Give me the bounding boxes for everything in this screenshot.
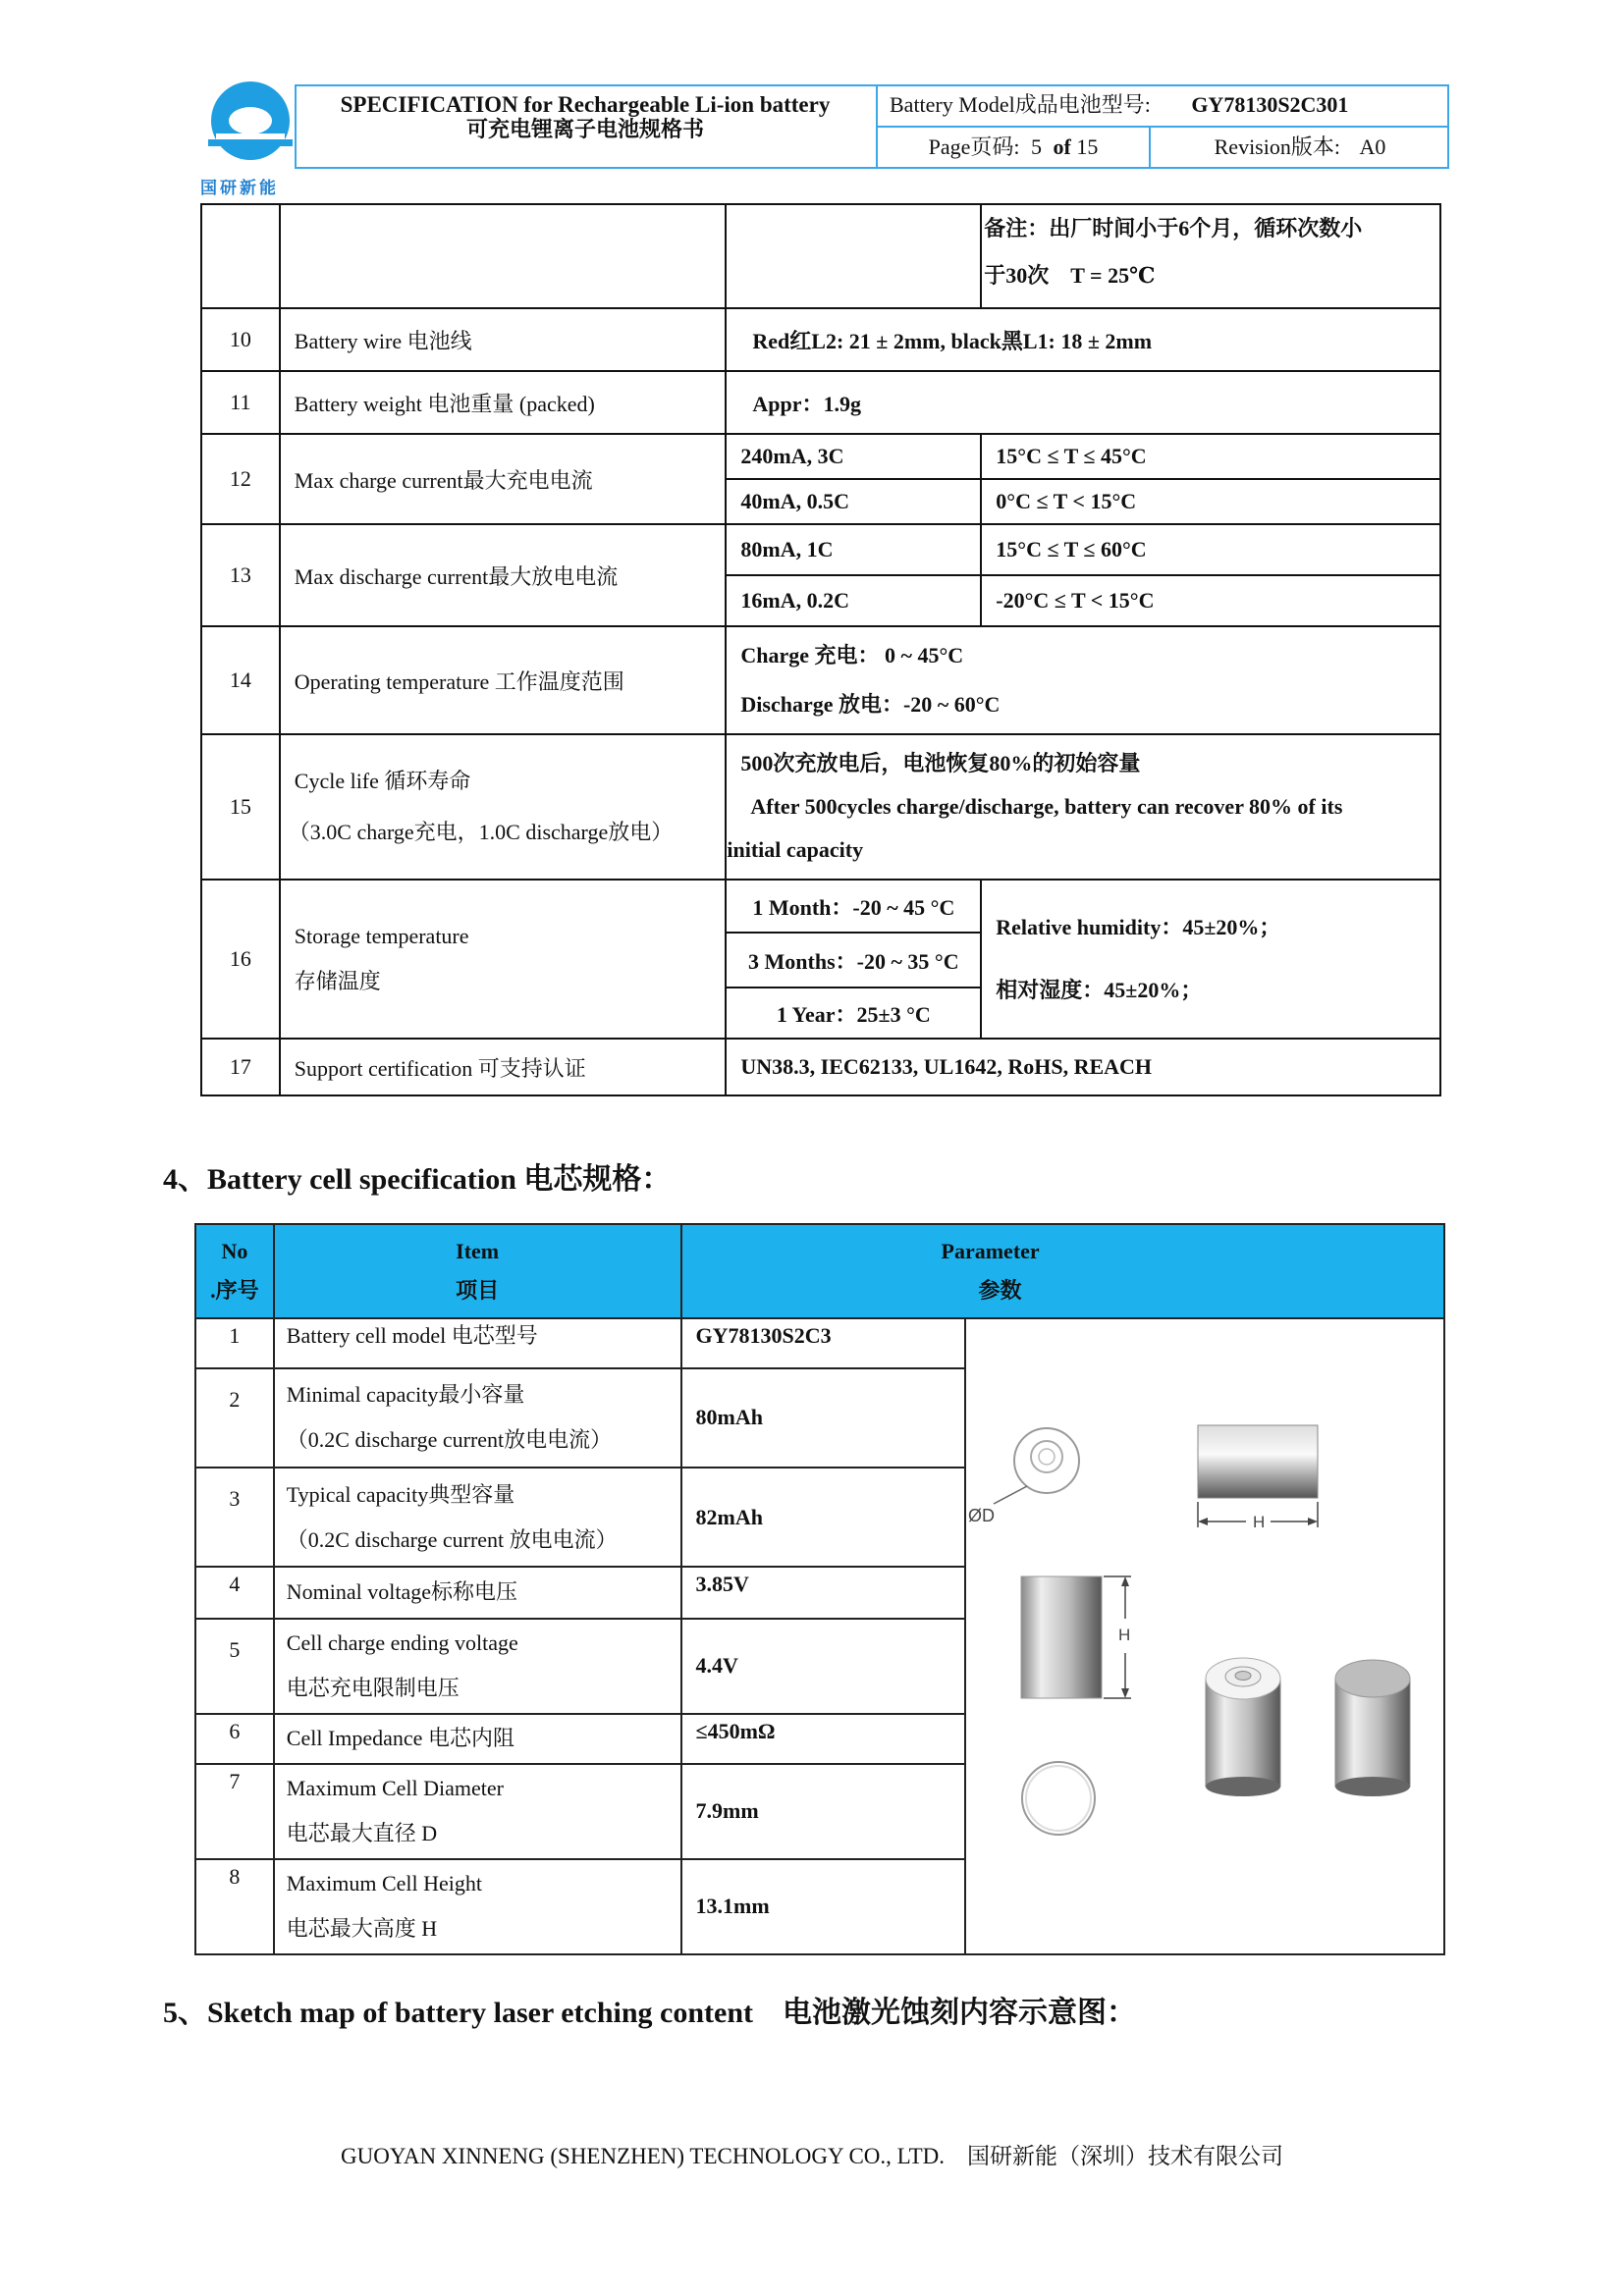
- row-number: 16: [201, 880, 280, 1039]
- battery-spec-table: [200, 203, 1441, 1096]
- row-value: 13.1mm: [681, 1859, 965, 1954]
- company-logo: [196, 77, 304, 198]
- row-value: 80mAh: [681, 1368, 965, 1468]
- row-item: Support certification 可支持认证: [280, 1039, 727, 1095]
- title-english: SPECIFICATION for Rechargeable Li-ion battery: [340, 92, 831, 117]
- row-number: 12: [201, 434, 280, 524]
- row-item: Max charge current最大充电电流: [280, 434, 727, 524]
- row-item-line-1: Maximum Cell Height: [286, 1871, 482, 1896]
- table-row: [201, 524, 1440, 575]
- row-item: [274, 1468, 681, 1567]
- row-value: Appr：1.9g: [726, 371, 1440, 434]
- row-item-line-2: （0.2C discharge current放电电流）: [286, 1427, 613, 1453]
- row-number: 11: [201, 371, 280, 434]
- logo-mark-icon: [196, 77, 304, 175]
- cycle-life-label: Cycle life 循环寿命: [294, 769, 471, 793]
- cell-diagram: [965, 1318, 1444, 1954]
- row-item-line-1: Minimal capacity最小容量: [286, 1382, 525, 1408]
- storage-temp-label-cn: 存储温度: [294, 969, 381, 993]
- charge-current-1: 240mA, 3C: [726, 434, 981, 479]
- row-item-line-1: Maximum Cell Diameter: [286, 1776, 504, 1801]
- discharge-current-1: 80mA, 1C: [726, 524, 981, 575]
- row-item: [274, 1859, 681, 1954]
- header-item-en: Item: [456, 1239, 500, 1263]
- table-row: [201, 626, 1440, 734]
- row-item: Max discharge current最大放电电流: [280, 524, 727, 626]
- row-item: Battery weight 电池重量 (packed): [280, 371, 727, 434]
- row-item-line-2: 电芯最大高度 H: [286, 1916, 438, 1942]
- header-parameter-en: Parameter: [941, 1239, 1040, 1263]
- table-header-row: [195, 1224, 1444, 1318]
- side-view-vertical-icon: [1021, 1576, 1131, 1698]
- table-row: [201, 371, 1440, 434]
- discharge-temp-1: 15°C ≤ T ≤ 60°C: [981, 524, 1440, 575]
- table-row: [201, 734, 1440, 880]
- cycle-life-en: After 500cycles charge/discharge, battery can recover 80% of its: [750, 794, 1343, 819]
- row-item: Operating temperature 工作温度范围: [280, 626, 727, 734]
- page-total: 15: [1076, 134, 1099, 159]
- page-number-cell: [878, 128, 1151, 169]
- table-row: [201, 1039, 1440, 1095]
- note-line-1: 备注：出厂时间小于6个月，循环次数小: [984, 216, 1363, 240]
- operating-temp-value: [726, 626, 1440, 734]
- row-value: ≤450mΩ: [681, 1714, 965, 1764]
- row-item-line-1: Cell charge ending voltage: [286, 1630, 518, 1656]
- row-item-line-2: 电芯最大直径 D: [286, 1821, 438, 1846]
- row-item: Cell Impedance 电芯内阻: [274, 1714, 681, 1764]
- header-no-cn: .序号: [210, 1278, 259, 1303]
- section-4-heading: 4、Battery cell specification 电芯规格：: [163, 1163, 672, 1196]
- row-item-line-2: 电芯充电限制电压: [286, 1676, 460, 1701]
- row-item: Nominal voltage标称电压: [274, 1567, 681, 1619]
- revision-value: A0: [1359, 134, 1386, 159]
- cell-dimension-diagram: [966, 1319, 1441, 1948]
- battery-model-cell: [878, 84, 1449, 128]
- row-item: Battery wire 电池线: [280, 308, 727, 371]
- note-line-2: 于30次 T = 25℃: [984, 263, 1156, 288]
- row-number: 6: [195, 1714, 274, 1764]
- row-number: 4: [195, 1567, 274, 1619]
- battery-model-label: Battery Model成品电池型号:: [890, 92, 1151, 117]
- logo-text: 国研新能: [200, 179, 279, 198]
- table-row: [201, 434, 1440, 479]
- row-item: [274, 1619, 681, 1714]
- row-item-line-2: （0.2C discharge current 放电电流）: [286, 1526, 618, 1552]
- row-number: 5: [195, 1619, 274, 1714]
- revision-label: Revision版本:: [1214, 134, 1340, 159]
- cell-3d-top-icon: [1206, 1658, 1280, 1796]
- cycle-life-cn: 500次充放电后，电池恢复80%的初始容量: [740, 751, 1141, 775]
- row-item: Battery cell model 电芯型号: [274, 1318, 681, 1368]
- cycle-life-en-cont: initial capacity: [727, 837, 864, 862]
- title-chinese: 可充电锂离子电池规格书: [465, 118, 704, 142]
- row-number: 7: [195, 1764, 274, 1859]
- discharge-temp-range: Discharge 放电：-20 ~ 60°C: [740, 692, 1001, 717]
- row-item: [280, 880, 727, 1039]
- height-label-vertical: H: [1117, 1626, 1131, 1644]
- top-view-icon: [1014, 1428, 1079, 1493]
- discharge-current-2: 16mA, 0.2C: [726, 575, 981, 626]
- table-row: [201, 880, 1440, 933]
- diameter-label: ØD: [967, 1506, 995, 1525]
- row-value: Red红L2: 21 ± 2mm, black黑L1: 18 ± 2mm: [726, 308, 1440, 371]
- storage-1-month: 1 Month：-20 ~ 45 °C: [726, 880, 981, 933]
- charge-temp-1: 15°C ≤ T ≤ 45°C: [981, 434, 1440, 479]
- row-number: 17: [201, 1039, 280, 1095]
- humidity-cn: 相对湿度：45±20%；: [996, 978, 1203, 1002]
- storage-3-months: 3 Months：-20 ~ 35 °C: [726, 933, 981, 988]
- charge-temp-range: Charge 充电： 0 ~ 45°C: [740, 643, 964, 667]
- row-item-line-1: Typical capacity典型容量: [286, 1481, 515, 1507]
- row-number: 1: [195, 1318, 274, 1368]
- page-label: Page页码:: [928, 134, 1020, 159]
- storage-1-year: 1 Year：25±3 °C: [726, 988, 981, 1039]
- page-of: of: [1053, 134, 1071, 159]
- bottom-view-icon: [1022, 1762, 1095, 1835]
- row-number: 10: [201, 308, 280, 371]
- header-item: [274, 1224, 681, 1318]
- table-row: [201, 204, 1440, 308]
- table-row: [195, 1318, 1444, 1368]
- charge-temp-2: 0°C ≤ T < 15°C: [981, 479, 1440, 524]
- header-item-cn: 项目: [456, 1278, 500, 1303]
- cell-spec-table: [194, 1223, 1445, 1955]
- row-number: 15: [201, 734, 280, 880]
- cycle-life-value: [726, 734, 1440, 880]
- note-cell: [981, 204, 1440, 308]
- page-footer: GUOYAN XINNENG (SHENZHEN) TECHNOLOGY CO., LTD. 国研新能（深圳）技术有限公司: [341, 2144, 1283, 2168]
- row-number: 8: [195, 1859, 274, 1954]
- row-number: 14: [201, 626, 280, 734]
- row-value: GY78130S2C3: [681, 1318, 965, 1368]
- humidity-cell: [981, 880, 1440, 1039]
- humidity-en: Relative humidity：45±20%；: [996, 915, 1281, 939]
- battery-model-value: GY78130S2C301: [1191, 92, 1349, 117]
- row-value: 7.9mm: [681, 1764, 965, 1859]
- row-value: 4.4V: [681, 1619, 965, 1714]
- cycle-life-condition: （3.0C charge充电，1.0C discharge放电）: [288, 820, 674, 844]
- page-number: 5: [1031, 134, 1043, 159]
- row-item: [274, 1368, 681, 1468]
- row-value: UN38.3, IEC62133, UL1642, RoHS, REACH: [726, 1039, 1440, 1095]
- header-no: [195, 1224, 274, 1318]
- row-item: [280, 734, 727, 880]
- charge-current-2: 40mA, 0.5C: [726, 479, 981, 524]
- document-title: [295, 84, 878, 169]
- row-number: 2: [195, 1368, 274, 1468]
- header-no-en: No: [221, 1239, 248, 1263]
- row-number: 3: [195, 1468, 274, 1567]
- height-label: H: [1252, 1513, 1266, 1531]
- row-number: 13: [201, 524, 280, 626]
- table-row: [201, 308, 1440, 371]
- cell-3d-plain-icon: [1335, 1660, 1410, 1796]
- discharge-temp-2: -20°C ≤ T < 15°C: [981, 575, 1440, 626]
- storage-temp-label: Storage temperature: [294, 924, 469, 948]
- header-parameter: [681, 1224, 1444, 1318]
- row-item: [274, 1764, 681, 1859]
- row-value: 3.85V: [681, 1567, 965, 1619]
- revision-cell: [1151, 128, 1449, 169]
- section-5-heading: 5、Sketch map of battery laser etching content 电池激光蚀刻内容示意图：: [163, 1997, 1137, 2029]
- header-parameter-cn: 参数: [978, 1278, 1022, 1303]
- row-value: 82mAh: [681, 1468, 965, 1567]
